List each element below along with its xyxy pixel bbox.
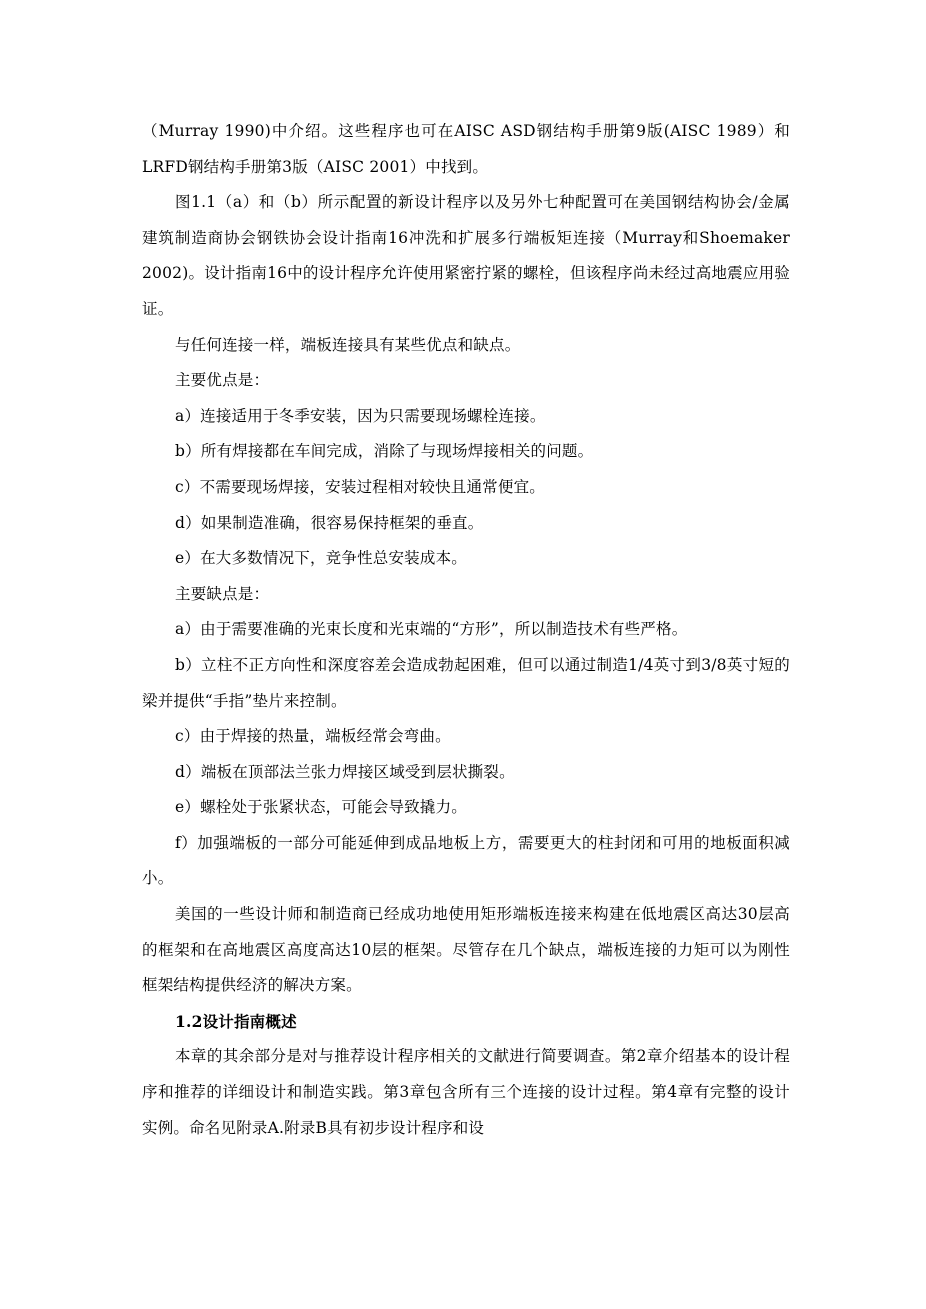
list-item-advantage-b: b）所有焊接都在车间完成，消除了与现场焊接相关的问题。 — [175, 442, 594, 461]
list-item-disadvantage-c: c）由于焊接的热量，端板经常会弯曲。 — [175, 727, 451, 746]
list-item-advantage-e: e）在大多数情况下，竞争性总安装成本。 — [175, 549, 467, 568]
list-item-disadvantage-f: f）加强端板的一部分可能延伸到成品地板上方，需要更大的柱封闭和可用的地板面积减小。 — [142, 833, 790, 888]
list-item-advantage-a: a）连接适用于冬季安装，因为只需要现场螺栓连接。 — [175, 406, 546, 425]
list-item-disadvantage-b: b）立柱不正方向性和深度容差会造成勃起困难，但可以通过制造1/4英寸到3/8英寸短的梁并提供“手指”垫片来控制。 — [142, 655, 790, 710]
section-heading-1-2: 1.2设计指南概述 — [175, 1011, 297, 1031]
document-body — [142, 114, 790, 1146]
list-item-advantage-d: d）如果制造准确，很容易保持框架的垂直。 — [175, 513, 484, 532]
list-item-advantage-c: c）不需要现场焊接，安装过程相对较快且通常便宜。 — [175, 477, 545, 496]
paragraph-advantages-heading: 主要优点是： — [175, 371, 270, 390]
list-item-disadvantage-d: d）端板在顶部法兰张力焊接区域受到层状撕裂。 — [175, 762, 515, 781]
paragraph-us-practice: 美国的一些设计师和制造商已经成功地使用矩形端板连接来构建在低地震区高达30层高的框架和在高地震区高度高达10层的框架。尽管存在几个缺点，端板连接的力矩可以为刚性框架结构提供经济的解决方案。 — [142, 905, 790, 995]
paragraph-chapter-overview: 本章的其余部分是对与推荐设计程序相关的文献进行简要调查。第2章介绍基本的设计程序和推荐的详细设计和制造实践。第3章包含所有三个连接的设计过程。第4章有完整的设计实例。命名见附录A.附录B具有初步设计程序和设 — [142, 1047, 790, 1137]
paragraph-pros-cons-intro: 与任何连接一样，端板连接具有某些优点和缺点。 — [175, 335, 521, 354]
paragraph-continued: （Murray 1990)中介绍。这些程序也可在AISC ASD钢结构手册第9版(AISC 1989）和LRFD钢结构手册第3版（AISC 2001）中找到。 — [142, 122, 790, 176]
paragraph-design-guide-16: 图1.1（a）和（b）所示配置的新设计程序以及另外七种配置可在美国钢结构协会/金属建筑制造商协会钢铁协会设计指南16冲洗和扩展多行端板矩连接（Murray和Shoemaker 2002)。设计指南16中的设计程序允许使用紧密拧紧的螺栓，但该程序尚未经过高地震应用验证。 — [142, 193, 790, 318]
list-item-disadvantage-e: e）螺栓处于张紧状态，可能会导致撬力。 — [175, 798, 467, 817]
list-item-disadvantage-a: a）由于需要准确的光束长度和光束端的“方形”，所以制造技术有些严格。 — [175, 620, 688, 639]
paragraph-disadvantages-heading: 主要缺点是： — [175, 584, 270, 603]
